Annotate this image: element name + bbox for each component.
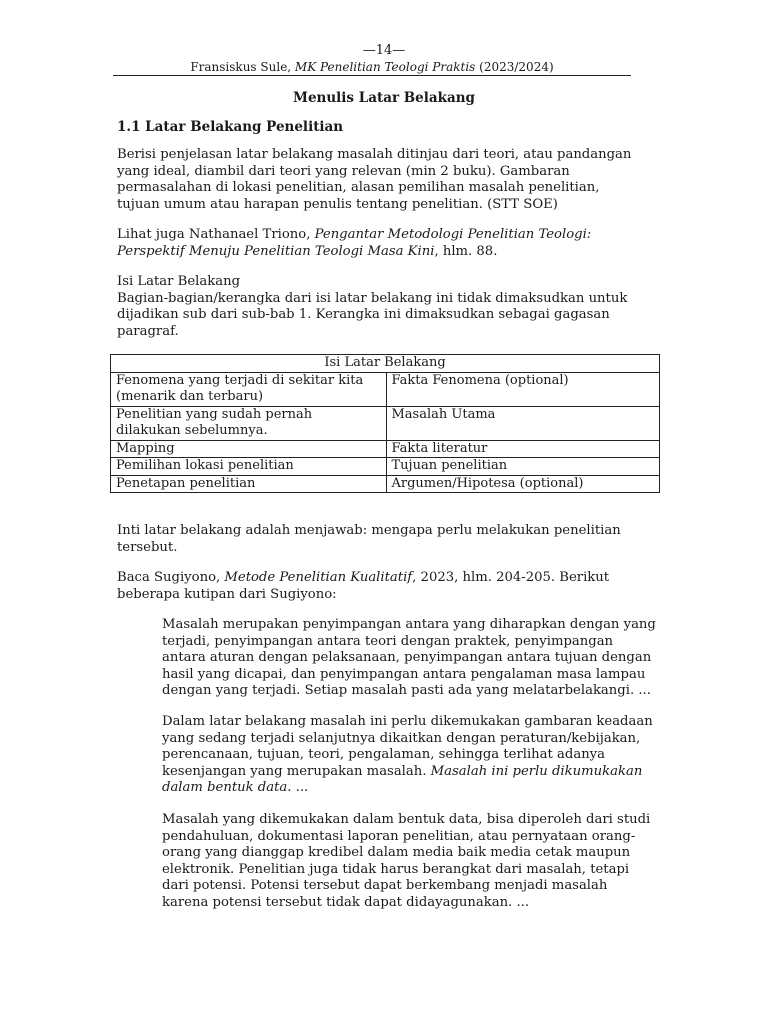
content-outline-table — [110, 354, 660, 493]
table-header-row — [111, 355, 660, 373]
table-row — [111, 372, 660, 406]
isi-text: Bagian-bagian/kerangka dari isi latar belakang ini tidak dimaksudkan untuk dijadikan sub dari sub-bab 1. Kerangka ini dimaksudkan sebagai gagasan paragraf. — [117, 290, 628, 339]
table-row — [111, 440, 660, 458]
baca-lead: Baca Sugiyono, — [117, 570, 225, 585]
block-quote-2 — [162, 714, 657, 797]
table-cell: Fakta literatur — [386, 440, 660, 458]
quote-2-emphasis: Masalah ini perlu dikumukakan dalam bentuk data — [162, 763, 643, 795]
table-row — [111, 406, 660, 440]
table-cell: Fakta Fenomena (optional) — [386, 372, 660, 406]
see-also-lead: Lihat juga Nathanael Triono, — [117, 227, 315, 242]
table-header: Isi Latar Belakang — [111, 355, 660, 373]
intro-paragraph: Berisi penjelasan latar belakang masalah ditinjau dari teori, atau pandangan yang ideal, diambil dari teori yang relevan (min 2 buku). Gambaran permasalahan di lokasi penelitian, alasan pemilihan masalah penelitian, tujuan umum atau harapan penulis tentang penelitian. (STT SOE) — [117, 147, 632, 212]
see-also-page: , hlm. 88. — [434, 243, 498, 259]
table-cell: Masalah Utama — [386, 406, 660, 440]
header-rule — [113, 75, 631, 76]
running-head-course: MK Penelitian Teologi Praktis — [294, 60, 476, 74]
quote-2-text: Dalam latar belakang masalah ini perlu dikemukakan gambaran keadaan yang sedang terjadi selanjutnya dikaitkan dengan peraturan/kebijakan, perencanaan, tujuan, teori, pengalaman, sehingga terlihat adanya kesenjangan yang merupakan masalah. — [162, 714, 653, 779]
inti-paragraph: Inti latar belakang adalah menjawab: mengapa perlu melakukan penelitian tersebut. — [117, 523, 621, 555]
section-heading: 1.1 Latar Belakang Penelitian — [117, 119, 344, 135]
page-number: —14— — [362, 43, 406, 58]
baca-paragraph — [117, 570, 637, 603]
table-cell: Penetapan penelitian — [111, 475, 387, 493]
table-cell: Tujuan penelitian — [386, 458, 660, 476]
see-also-book-title: Pengantar Metodologi Penelitian Teologi: Perspektif Menuju Penelitian Teologi Masa Kini — [117, 227, 592, 259]
running-head-author: Fransiskus Sule, — [190, 60, 295, 74]
table-row — [111, 458, 660, 476]
see-also-paragraph — [117, 227, 637, 260]
baca-book-title: Metode Penelitian Kualitatif — [224, 570, 413, 585]
quote-2-tail: . ... — [287, 780, 309, 795]
page-title: Menulis Latar Belakang — [293, 90, 475, 106]
table-cell: Fenomena yang terjadi di sekitar kita (menarik dan terbaru) — [111, 372, 387, 406]
table-cell: Mapping — [111, 440, 387, 458]
isi-label: Isi Latar Belakang — [117, 274, 241, 289]
running-head — [113, 60, 631, 75]
running-head-year: (2023/2024) — [475, 60, 554, 74]
table-cell: Penelitian yang sudah pernah dilakukan sebelumnya. — [111, 406, 387, 440]
isi-paragraph — [117, 274, 637, 340]
block-quote-1: Masalah merupakan penyimpangan antara yang diharapkan dengan yang terjadi, penyimpangan antara teori dengan praktek, penyimpangan antara aturan dengan pelaksanaan, penyimpangan antara tujuan dengan hasil yang dicapai, dan penyimpangan antara pengalaman masa lampau dengan yang terjadi. Setiap masalah pasti ada yang melatarbelakangi. ... — [162, 617, 656, 698]
table-row — [111, 475, 660, 493]
table-cell: Pemilihan lokasi penelitian — [111, 458, 387, 476]
table-cell: Argumen/Hipotesa (optional) — [386, 475, 660, 493]
block-quote-3: Masalah yang dikemukakan dalam bentuk data, bisa diperoleh dari studi pendahuluan, dokumentasi laporan penelitian, atau pernyataan orang-orang yang dianggap kredibel dalam media baik media cetak maupun elektronik. Penelitian juga tidak harus berangkat dari masalah, tetapi dari potensi. Potensi tersebut dapat berkembang menjadi masalah karena potensi tersebut tidak dapat didayagunakan. ... — [162, 812, 651, 910]
baca-tail: , 2023, hlm. 204-205. Berikut beberapa kutipan dari Sugiyono: — [117, 570, 610, 602]
